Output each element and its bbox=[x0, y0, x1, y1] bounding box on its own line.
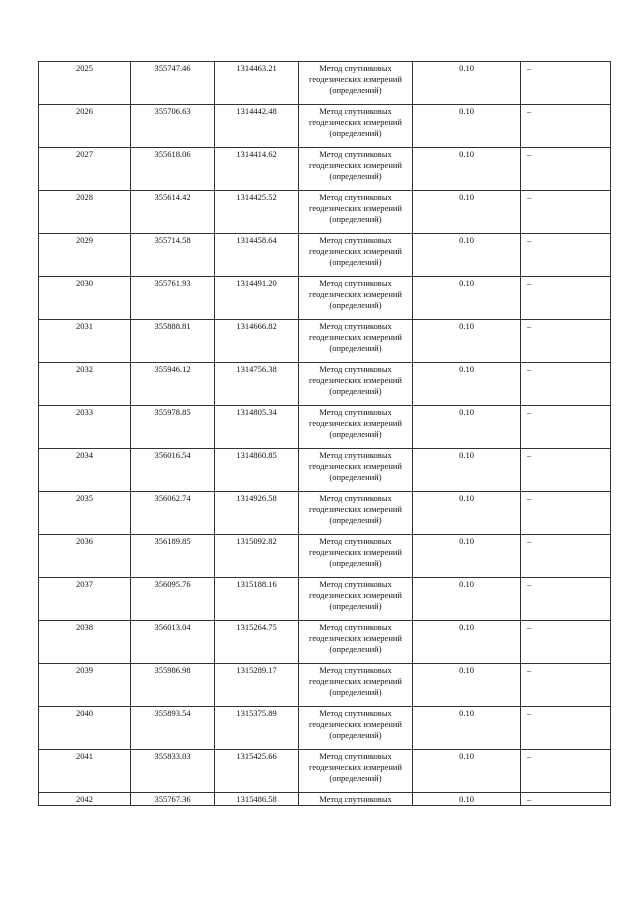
y-coordinate-cell: 1315486.58 bbox=[215, 793, 299, 806]
note-cell: – bbox=[521, 578, 611, 621]
method-cell: Метод спутниковых геодезических измерений (определений) bbox=[299, 105, 413, 148]
y-coordinate-cell: 1315188.16 bbox=[215, 578, 299, 621]
x-coordinate-cell: 355888.81 bbox=[131, 320, 215, 363]
point-number-cell: 2030 bbox=[39, 277, 131, 320]
table-row bbox=[39, 148, 611, 191]
note-cell: – bbox=[521, 664, 611, 707]
y-coordinate-cell: 1315425.66 bbox=[215, 750, 299, 793]
point-number-cell: 2032 bbox=[39, 363, 131, 406]
y-coordinate-cell: 1314860.85 bbox=[215, 449, 299, 492]
point-number-cell: 2028 bbox=[39, 191, 131, 234]
note-cell: – bbox=[521, 750, 611, 793]
note-cell: – bbox=[521, 621, 611, 664]
accuracy-cell: 0.10 bbox=[413, 62, 521, 105]
method-cell: Метод спутниковых геодезических измерений (определений) bbox=[299, 320, 413, 363]
accuracy-cell: 0.10 bbox=[413, 191, 521, 234]
accuracy-cell: 0.10 bbox=[413, 148, 521, 191]
accuracy-cell: 0.10 bbox=[413, 578, 521, 621]
point-number-cell: 2041 bbox=[39, 750, 131, 793]
point-number-cell: 2034 bbox=[39, 449, 131, 492]
x-coordinate-cell: 355714.58 bbox=[131, 234, 215, 277]
x-coordinate-cell: 355986.98 bbox=[131, 664, 215, 707]
point-number-cell: 2040 bbox=[39, 707, 131, 750]
coordinates-table bbox=[38, 61, 611, 806]
point-number-cell: 2036 bbox=[39, 535, 131, 578]
method-cell: Метод спутниковых геодезических измерений (определений) bbox=[299, 148, 413, 191]
note-cell: – bbox=[521, 406, 611, 449]
table-row bbox=[39, 707, 611, 750]
note-cell: – bbox=[521, 363, 611, 406]
y-coordinate-cell: 1314491.20 bbox=[215, 277, 299, 320]
table-row bbox=[39, 621, 611, 664]
point-number-cell: 2026 bbox=[39, 105, 131, 148]
point-number-cell: 2027 bbox=[39, 148, 131, 191]
x-coordinate-cell: 355618.06 bbox=[131, 148, 215, 191]
table-row bbox=[39, 363, 611, 406]
note-cell: – bbox=[521, 148, 611, 191]
x-coordinate-cell: 356016.54 bbox=[131, 449, 215, 492]
table-row bbox=[39, 191, 611, 234]
method-cell: Метод спутниковых геодезических измерений (определений) bbox=[299, 621, 413, 664]
method-cell: Метод спутниковых геодезических измерений (определений) bbox=[299, 449, 413, 492]
method-cell: Метод спутниковых геодезических измерений (определений) bbox=[299, 277, 413, 320]
note-cell: – bbox=[521, 105, 611, 148]
table-row bbox=[39, 320, 611, 363]
accuracy-cell: 0.10 bbox=[413, 707, 521, 750]
note-cell: – bbox=[521, 707, 611, 750]
y-coordinate-cell: 1314805.34 bbox=[215, 406, 299, 449]
table-row bbox=[39, 234, 611, 277]
point-number-cell: 2038 bbox=[39, 621, 131, 664]
note-cell: – bbox=[521, 191, 611, 234]
accuracy-cell: 0.10 bbox=[413, 664, 521, 707]
method-cell: Метод спутниковых геодезических измерений (определений) bbox=[299, 750, 413, 793]
x-coordinate-cell: 356189.85 bbox=[131, 535, 215, 578]
y-coordinate-cell: 1315264.75 bbox=[215, 621, 299, 664]
point-number-cell: 2025 bbox=[39, 62, 131, 105]
method-cell: Метод спутниковых геодезических измерений (определений) bbox=[299, 664, 413, 707]
method-cell: Метод спутниковых геодезических измерений (определений) bbox=[299, 363, 413, 406]
accuracy-cell: 0.10 bbox=[413, 492, 521, 535]
table-body bbox=[39, 62, 611, 806]
x-coordinate-cell: 355706.63 bbox=[131, 105, 215, 148]
table-row bbox=[39, 492, 611, 535]
x-coordinate-cell: 355978.85 bbox=[131, 406, 215, 449]
table-row bbox=[39, 105, 611, 148]
method-cell: Метод спутниковых геодезических измерений (определений) bbox=[299, 707, 413, 750]
table-row bbox=[39, 406, 611, 449]
y-coordinate-cell: 1314666.82 bbox=[215, 320, 299, 363]
x-coordinate-cell: 356062.74 bbox=[131, 492, 215, 535]
accuracy-cell: 0.10 bbox=[413, 793, 521, 806]
point-number-cell: 2033 bbox=[39, 406, 131, 449]
note-cell: – bbox=[521, 320, 611, 363]
y-coordinate-cell: 1314442.48 bbox=[215, 105, 299, 148]
y-coordinate-cell: 1314463.21 bbox=[215, 62, 299, 105]
accuracy-cell: 0.10 bbox=[413, 234, 521, 277]
note-cell: – bbox=[521, 793, 611, 806]
method-cell: Метод спутниковых геодезических измерений (определений) bbox=[299, 578, 413, 621]
x-coordinate-cell: 355614.42 bbox=[131, 191, 215, 234]
note-cell: – bbox=[521, 277, 611, 320]
y-coordinate-cell: 1314926.58 bbox=[215, 492, 299, 535]
method-cell: Метод спутниковых геодезических измерений (определений) bbox=[299, 234, 413, 277]
y-coordinate-cell: 1314425.52 bbox=[215, 191, 299, 234]
point-number-cell: 2035 bbox=[39, 492, 131, 535]
method-cell: Метод спутниковых геодезических измерений (определений) bbox=[299, 62, 413, 105]
y-coordinate-cell: 1315375.89 bbox=[215, 707, 299, 750]
x-coordinate-cell: 355946.12 bbox=[131, 363, 215, 406]
note-cell: – bbox=[521, 449, 611, 492]
note-cell: – bbox=[521, 492, 611, 535]
accuracy-cell: 0.10 bbox=[413, 449, 521, 492]
y-coordinate-cell: 1314756.38 bbox=[215, 363, 299, 406]
table-row bbox=[39, 578, 611, 621]
method-cell: Метод спутниковых геодезических измерений (определений) bbox=[299, 492, 413, 535]
point-number-cell: 2037 bbox=[39, 578, 131, 621]
x-coordinate-cell: 355893.54 bbox=[131, 707, 215, 750]
x-coordinate-cell: 356013.04 bbox=[131, 621, 215, 664]
table-row bbox=[39, 449, 611, 492]
accuracy-cell: 0.10 bbox=[413, 750, 521, 793]
point-number-cell: 2029 bbox=[39, 234, 131, 277]
x-coordinate-cell: 355761.93 bbox=[131, 277, 215, 320]
y-coordinate-cell: 1314414.62 bbox=[215, 148, 299, 191]
method-cell: Метод спутниковых геодезических измерений (определений) bbox=[299, 406, 413, 449]
method-cell: Метод спутниковых геодезических измерений (определений) bbox=[299, 191, 413, 234]
method-cell: Метод спутниковых геодезических измерений (определений) bbox=[299, 535, 413, 578]
table-row bbox=[39, 277, 611, 320]
y-coordinate-cell: 1315289.17 bbox=[215, 664, 299, 707]
table-row bbox=[39, 793, 611, 806]
x-coordinate-cell: 355767.36 bbox=[131, 793, 215, 806]
accuracy-cell: 0.10 bbox=[413, 105, 521, 148]
accuracy-cell: 0.10 bbox=[413, 277, 521, 320]
coordinates-table-page bbox=[38, 61, 610, 806]
accuracy-cell: 0.10 bbox=[413, 363, 521, 406]
x-coordinate-cell: 355747.46 bbox=[131, 62, 215, 105]
accuracy-cell: 0.10 bbox=[413, 535, 521, 578]
method-cell: Метод спутниковых bbox=[299, 793, 413, 806]
table-row bbox=[39, 664, 611, 707]
accuracy-cell: 0.10 bbox=[413, 406, 521, 449]
note-cell: – bbox=[521, 535, 611, 578]
point-number-cell: 2031 bbox=[39, 320, 131, 363]
y-coordinate-cell: 1315092.82 bbox=[215, 535, 299, 578]
table-row bbox=[39, 750, 611, 793]
note-cell: – bbox=[521, 234, 611, 277]
x-coordinate-cell: 355833.03 bbox=[131, 750, 215, 793]
x-coordinate-cell: 356095.76 bbox=[131, 578, 215, 621]
point-number-cell: 2039 bbox=[39, 664, 131, 707]
table-row bbox=[39, 62, 611, 105]
note-cell: – bbox=[521, 62, 611, 105]
accuracy-cell: 0.10 bbox=[413, 320, 521, 363]
table-row bbox=[39, 535, 611, 578]
y-coordinate-cell: 1314458.64 bbox=[215, 234, 299, 277]
accuracy-cell: 0.10 bbox=[413, 621, 521, 664]
point-number-cell: 2042 bbox=[39, 793, 131, 806]
